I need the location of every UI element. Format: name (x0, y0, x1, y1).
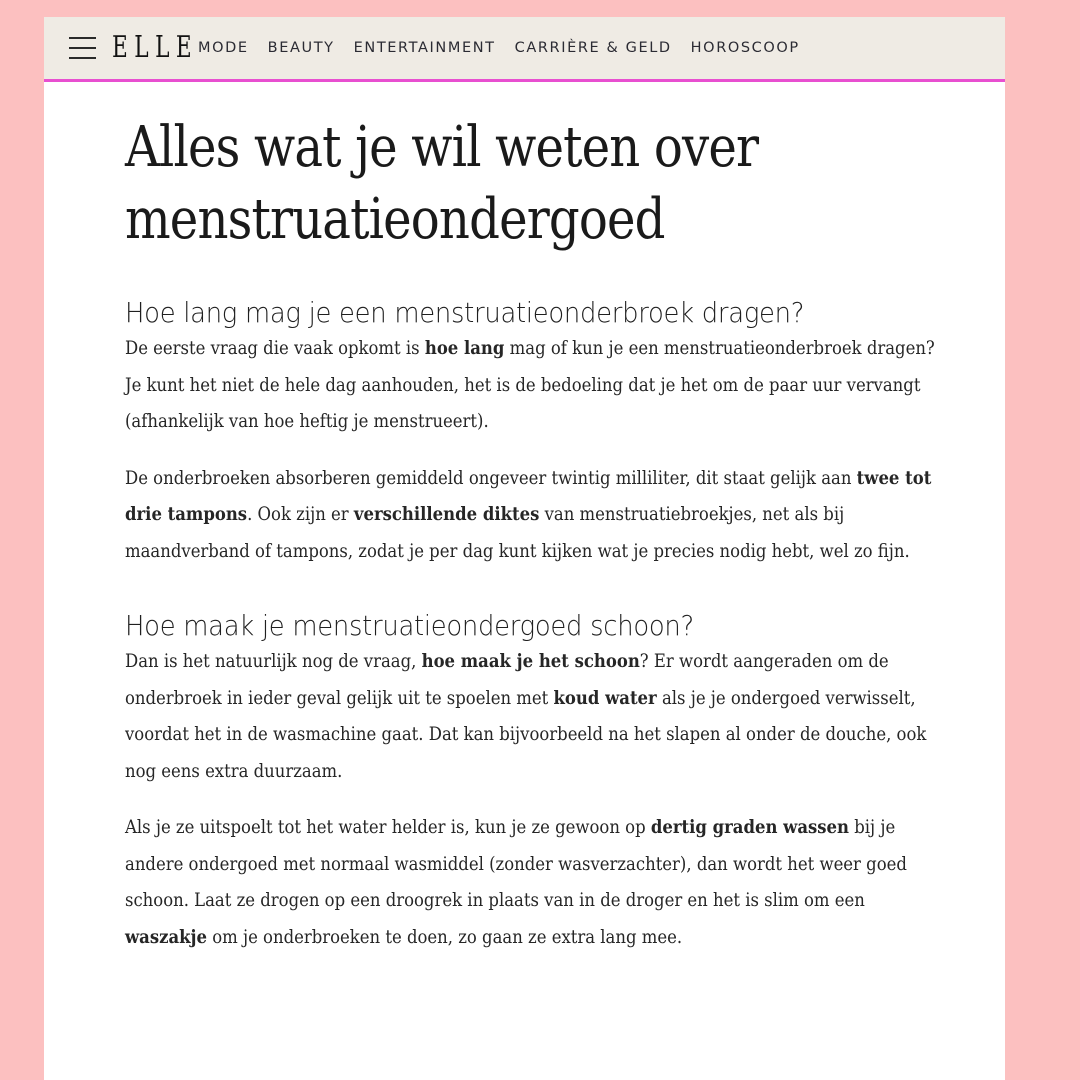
paragraph (125, 810, 944, 956)
section-heading: Hoe maak je menstruatieondergoed schoon? (125, 610, 694, 642)
hamburger-line (69, 57, 96, 59)
paragraph (125, 644, 944, 790)
bold-text: twee tot drie tampons (125, 467, 932, 525)
article-section (125, 295, 955, 570)
site-navbar (44, 17, 1005, 82)
section-heading: Hoe lang mag je een menstruatieonderbroek dragen? (125, 297, 805, 329)
article-section (125, 608, 955, 956)
bold-text: hoe maak je het schoon (421, 651, 640, 672)
paragraph (125, 461, 944, 571)
nav-link-horoscoop[interactable]: HOROSCOOP (690, 40, 800, 56)
text-run: Als je ze uitspoelt tot het water helder is, kun je ze gewoon op (125, 817, 651, 838)
article-content (44, 112, 1005, 956)
text-run: ? Er wordt aangeraden om de onderbroek in ieder geval gelijk uit te spoelen met (125, 651, 889, 709)
bold-text: waszakje (125, 926, 207, 948)
bold-text: verschillende diktes (353, 504, 540, 525)
main-nav (198, 40, 819, 56)
text-run: De eerste vraag die vaak opkomt is (125, 338, 425, 359)
text-run: bij je andere ondergoed met normaal wasmiddel (zonder wasverzachter), dan wordt het weer goed schoon. Laat ze drogen op een droogrek in plaats van in de droger en het is slim om een (125, 817, 907, 911)
hamburger-menu-icon[interactable] (69, 37, 96, 59)
bold-text: dertig graden wassen (650, 817, 850, 838)
bold-text: koud water (553, 687, 657, 709)
article-title-line: Alles wat je wil weten over (125, 115, 759, 180)
hamburger-line (69, 37, 96, 39)
article-title (125, 112, 796, 256)
text-run: Dan is het natuurlijk nog de vraag, (125, 651, 422, 672)
nav-link-entertainment[interactable]: ENTERTAINMENT (353, 40, 496, 56)
hamburger-line (69, 47, 96, 49)
nav-link-beauty[interactable]: BEAUTY (267, 40, 335, 56)
text-run: als je je ondergoed verwisselt, voordat het in de wasmachine gaat. Dat kan bijvoorbeeld na het slapen al onder de douche, ook nog eens extra duurzaam. (125, 687, 927, 782)
paragraph (125, 331, 944, 441)
text-run: . Ook zijn er (247, 504, 354, 525)
article-title-line: menstruatieondergoed (125, 187, 665, 252)
elle-logo[interactable]: ELLE (112, 30, 199, 65)
text-run: De onderbroeken absorberen gemiddeld ongeveer twintig milliliter, dit staat gelijk aan (125, 467, 857, 489)
text-run: van menstruatiebroekjes, net als bij maandverband of tampons, zodat je per dag kunt kijken wat je precies nodig hebt, wel zo fijn. (125, 504, 910, 562)
nav-link-carriere-geld[interactable]: CARRIÈRE & GELD (514, 40, 672, 56)
text-run: om je onderbroeken te doen, zo gaan ze extra lang mee. (206, 926, 683, 948)
nav-link-mode[interactable]: MODE (198, 40, 249, 56)
bold-text: hoe lang (424, 338, 505, 359)
browser-page (44, 17, 1005, 1080)
text-run: mag of kun je een menstruatieonderbroek dragen? Je kunt het niet de hele dag aanhouden, het is de bedoeling dat je het om de paar uur vervangt (afhankelijk van hoe heftig je menstrueert). (125, 338, 935, 432)
